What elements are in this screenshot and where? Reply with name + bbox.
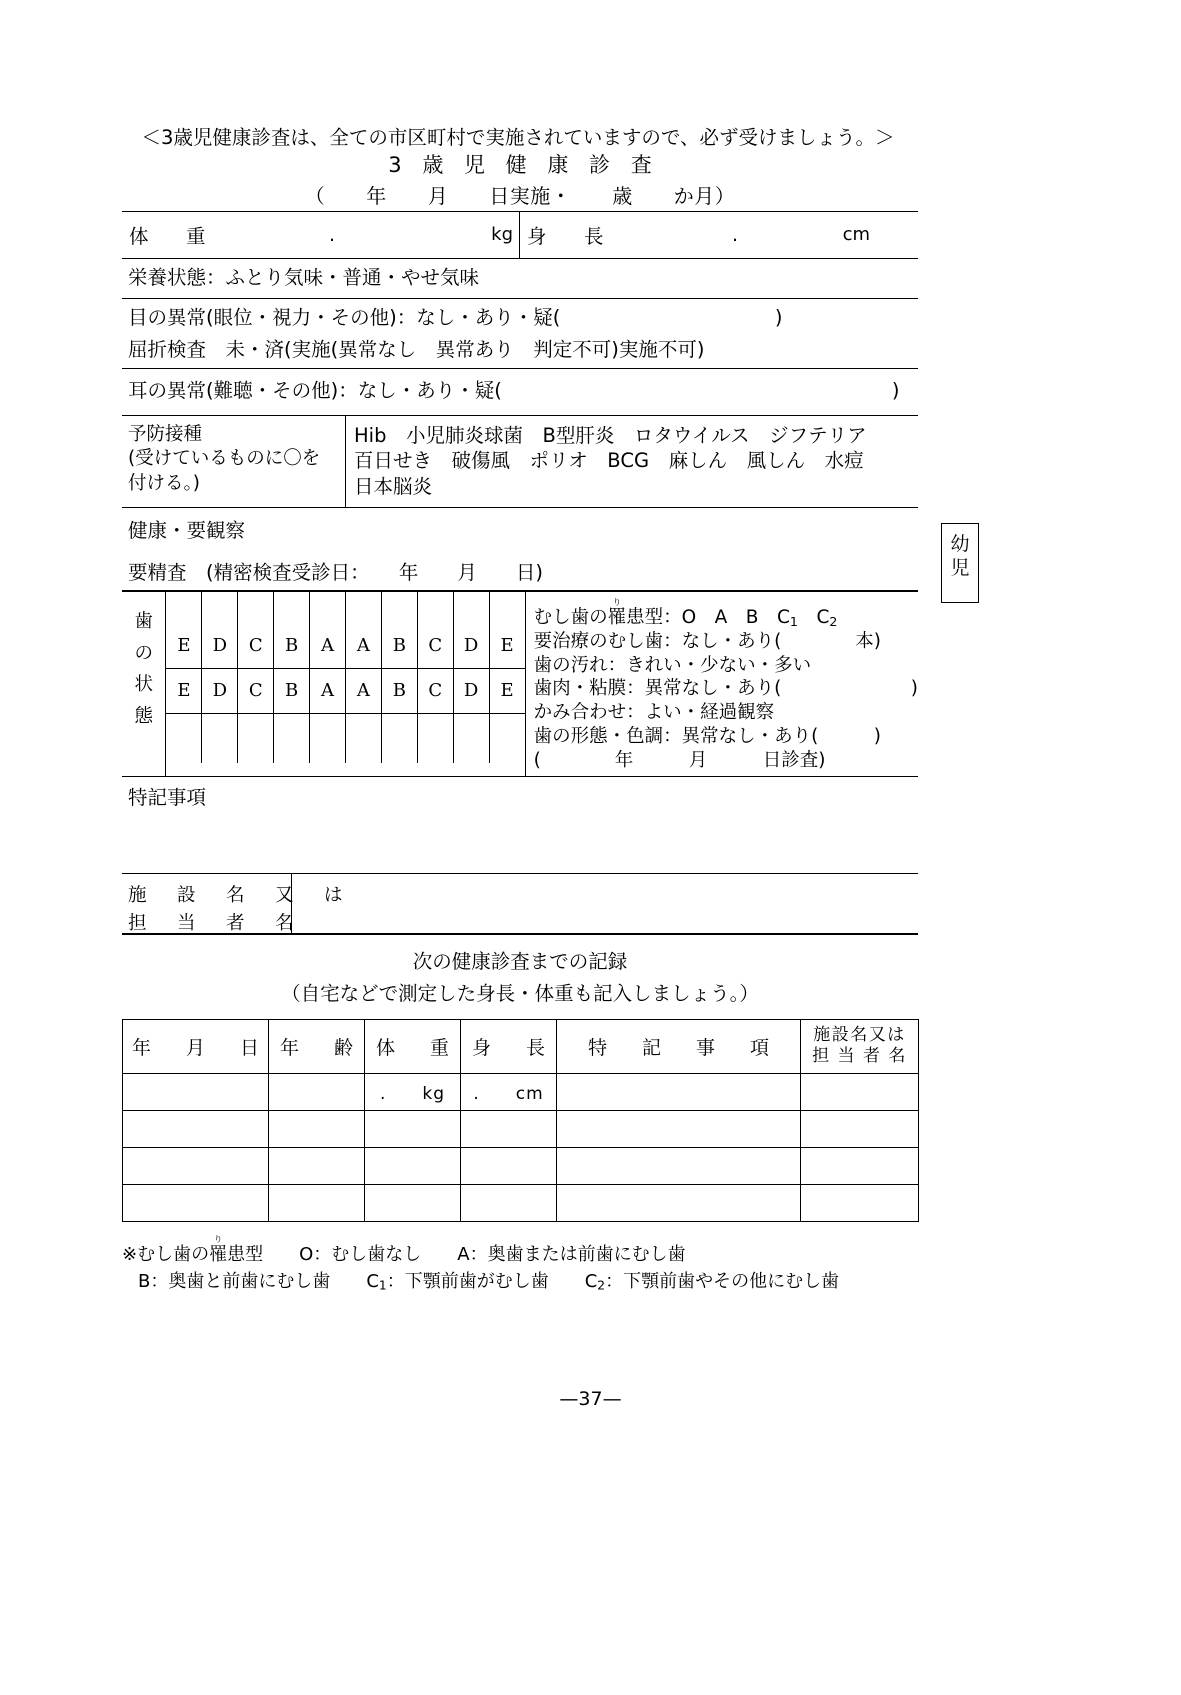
footnote-l2-suffix: ：下顎前歯やその他にむし歯 <box>605 1270 840 1292</box>
col-header-facility <box>801 1019 919 1073</box>
tooth-cell-lower[interactable]: E <box>166 669 202 713</box>
height-unit: cm <box>842 224 870 246</box>
weight-label: 体 重 <box>129 224 215 248</box>
tooth-cell-upper[interactable]: B <box>274 623 310 668</box>
cell-age[interactable] <box>269 1110 365 1147</box>
cell-weight[interactable]: . kg <box>365 1073 461 1110</box>
nutrition-line: 栄養状態：ふとり気味・普通・やせ気味 <box>128 265 480 289</box>
vaccination-label-line3: 付ける。) <box>128 472 200 494</box>
caries-kanji-furigana: り <box>607 597 627 608</box>
caries-c1-sub: 1 <box>789 613 798 629</box>
table-row <box>123 1147 919 1184</box>
footnote-c1-sub: 1 <box>378 1278 387 1293</box>
footnote-suffix: 患型 O：むし歯なし A：奥歯または前歯にむし歯 <box>227 1243 686 1265</box>
cell-date[interactable] <box>123 1073 269 1110</box>
tooth-dirt-line: 歯の汚れ：きれい・少ない・多い <box>533 654 812 676</box>
tooth-cell-lower[interactable]: B <box>274 669 310 713</box>
tooth-cell[interactable] <box>166 714 202 763</box>
cell-facility[interactable] <box>801 1073 919 1110</box>
height-label: 身 長 <box>527 224 613 248</box>
measurements-row <box>122 211 918 258</box>
teeth-row-blank-top[interactable] <box>166 592 524 623</box>
tooth-cell-upper[interactable]: A <box>310 623 346 668</box>
caries-kanji-ruby <box>607 597 627 628</box>
eye-abnormality-line: 目の異常(眼位・視力・その他)：なし・あり・疑( ) <box>128 306 783 330</box>
caries-type-suffix: 患型：O A B C <box>626 606 790 628</box>
next-record-title: 次の健康診査までの記録 <box>412 950 628 974</box>
nutrition-row[interactable] <box>122 258 918 298</box>
next-record-table[interactable] <box>122 1019 919 1222</box>
tooth-cell-lower[interactable]: B <box>382 669 418 713</box>
tooth-cell[interactable] <box>382 714 418 763</box>
tooth-cell-lower[interactable]: D <box>454 669 490 713</box>
vaccination-list-line3: 日本脳炎 <box>354 475 433 499</box>
tooth-cell[interactable] <box>274 714 310 763</box>
col-header-weight: 体 重 <box>365 1019 461 1073</box>
teeth-row-lower[interactable] <box>166 668 524 713</box>
vaccination-row[interactable] <box>122 415 918 507</box>
bite-line: かみ合わせ：よい・経過観察 <box>533 702 775 724</box>
table-row <box>123 1184 919 1221</box>
gum-mucosa-line: 歯肉・粘膜：異常なし・あり( ) <box>533 678 918 700</box>
vaccination-list[interactable] <box>346 416 918 507</box>
dental-section-label <box>122 592 166 777</box>
table-header-row <box>123 1019 919 1073</box>
tooth-cell-upper[interactable]: B <box>382 623 418 668</box>
cell-age[interactable] <box>269 1184 365 1221</box>
tooth-cell[interactable] <box>166 592 202 623</box>
footnote-l2-prefix: B：奥歯と前歯にむし歯 C <box>138 1270 379 1292</box>
cell-weight[interactable] <box>365 1110 461 1147</box>
tooth-cell[interactable] <box>418 592 454 623</box>
eye-exam-row[interactable] <box>122 298 918 368</box>
remarks-section[interactable] <box>122 777 918 873</box>
tooth-cell[interactable] <box>310 714 346 763</box>
cell-remarks[interactable] <box>557 1073 801 1110</box>
caries-type-mid: C <box>797 606 830 628</box>
side-tab-line2: 児 <box>950 556 970 579</box>
vaccination-list-line1: Hib 小児肺炎球菌 B型肝炎 ロタウイルス ジフテリア <box>354 423 867 447</box>
tooth-cell[interactable] <box>238 592 274 623</box>
header-notice: ＜3歳児健康診査は、全ての市区町村で実施されていますので、必ず受けましょう。＞ <box>141 126 895 149</box>
cell-height[interactable] <box>461 1184 557 1221</box>
weight-cell[interactable] <box>122 212 520 258</box>
facility-label-line1: 施 設 名 又 は <box>128 885 349 907</box>
caries-type-prefix: むし歯の <box>533 606 608 628</box>
dental-exam-date-line: ( 年 月 日診査) <box>533 749 826 771</box>
caries-kanji: 罹 <box>607 606 627 628</box>
health-status-row[interactable] <box>122 507 918 590</box>
tooth-cell[interactable] <box>418 714 454 763</box>
col-header-facility-l2: 担 当 者 名 <box>812 1046 907 1067</box>
header-date-line: （ 年 月 日実施・ 歳 か月） <box>304 183 736 208</box>
footnote-kanji-ruby <box>209 1234 228 1265</box>
cell-weight[interactable] <box>365 1147 461 1184</box>
cell-height[interactable]: . cm <box>461 1073 557 1110</box>
cell-remarks[interactable] <box>557 1184 801 1221</box>
height-cell[interactable] <box>520 212 918 258</box>
cell-remarks[interactable] <box>557 1147 801 1184</box>
dental-label-char-3: 態 <box>134 706 153 728</box>
detailed-exam-line: 要精査 (精密検査受診日： 年 月 日) <box>128 561 543 585</box>
tooth-cell-lower[interactable]: C <box>238 669 274 713</box>
tooth-cell[interactable] <box>454 714 490 763</box>
footnote-l2-mid: ：下顎前歯がむし歯 C <box>386 1270 598 1292</box>
col-header-date: 年 月 日 <box>123 1019 269 1073</box>
side-tab-line1: 幼 <box>950 533 970 555</box>
tooth-cell-upper[interactable]: E <box>500 634 514 656</box>
tooth-cell-upper[interactable]: C <box>418 623 454 668</box>
facility-label <box>122 874 349 935</box>
facility-input-area[interactable] <box>292 874 918 933</box>
tooth-cell[interactable] <box>310 592 346 623</box>
tooth-cell-upper[interactable]: A <box>346 623 382 668</box>
tooth-cell[interactable] <box>238 714 274 763</box>
tooth-cell[interactable] <box>346 592 382 623</box>
col-header-remarks: 特 記 事 項 <box>557 1019 801 1073</box>
tooth-cell[interactable] <box>490 714 525 763</box>
page-title: 3 歳 児 健 康 診 査 <box>388 153 659 178</box>
side-tab-youji <box>941 523 979 603</box>
vaccination-list-line2: 百日せき 破傷風 ポリオ BCG 麻しん 風しん 水痘 <box>354 449 864 473</box>
tooth-cell[interactable] <box>454 592 490 623</box>
caries-type-line <box>534 598 918 630</box>
tooth-cell-lower[interactable]: D <box>202 669 238 713</box>
dental-section[interactable] <box>122 590 918 778</box>
refraction-test-line: 屈折検査 未・済(実施(異常なし 異常あり 判定不可)実施不可) <box>128 337 705 361</box>
tooth-cell[interactable] <box>202 592 238 623</box>
tooth-cell-upper[interactable]: C <box>238 623 274 668</box>
form-sheet <box>122 125 918 1295</box>
tooth-cell-upper[interactable]: D <box>454 623 490 668</box>
dental-label-char-0: 歯 <box>134 610 153 632</box>
facility-label-line2: 担 当 者 名 <box>128 913 300 935</box>
ear-exam-row[interactable] <box>122 368 918 414</box>
cell-date[interactable] <box>123 1110 269 1147</box>
tooth-shape-color-line: 歯の形態・色調：異常なし・あり( ) <box>533 725 881 747</box>
col-header-height: 身 長 <box>461 1019 557 1073</box>
tooth-cell-lower[interactable]: E <box>500 680 514 702</box>
tooth-cell[interactable] <box>274 592 310 623</box>
footnote <box>122 1235 918 1295</box>
footnote-line-2 <box>122 1268 918 1295</box>
teeth-chart[interactable] <box>166 592 525 777</box>
weight-unit: kg <box>491 224 513 246</box>
tooth-cell-upper[interactable]: D <box>202 623 238 668</box>
cell-date[interactable] <box>123 1147 269 1184</box>
footnote-line-1 <box>122 1235 918 1268</box>
dental-label-char-1: の <box>134 642 153 664</box>
caries-c2-sub: 2 <box>829 613 838 629</box>
table-row <box>123 1110 919 1147</box>
col-header-age: 年 齢 <box>269 1019 365 1073</box>
col-header-facility-l1: 施設名又は <box>813 1025 906 1046</box>
ear-abnormality-line: 耳の異常(難聴・その他)：なし・あり・疑( ) <box>128 379 900 403</box>
cell-facility[interactable] <box>801 1147 919 1184</box>
cell-age[interactable] <box>269 1073 365 1110</box>
cell-facility[interactable] <box>801 1184 919 1221</box>
height-decimal-dot: . <box>732 223 739 246</box>
next-record-subtitle: （自宅などで測定した身長・体重も記入しましょう。） <box>281 981 759 1005</box>
cell-facility[interactable] <box>801 1110 919 1147</box>
treatment-needed-line: 要治療のむし歯：なし・あり( 本) <box>533 630 881 652</box>
teeth-row-upper[interactable] <box>166 623 524 668</box>
tooth-cell-lower[interactable]: A <box>310 669 346 713</box>
tooth-cell[interactable] <box>346 714 382 763</box>
tooth-cell[interactable] <box>490 592 525 623</box>
tooth-cell[interactable] <box>382 592 418 623</box>
dental-label-char-2: 状 <box>134 674 153 696</box>
remarks-label: 特記事項 <box>128 786 207 810</box>
vaccination-label-line2: (受けているものに〇を <box>128 448 321 470</box>
teeth-row-blank-bottom[interactable] <box>166 713 524 763</box>
cell-age[interactable] <box>269 1147 365 1184</box>
tooth-cell[interactable] <box>202 714 238 763</box>
dental-findings[interactable] <box>526 592 918 777</box>
footnote-kanji-furigana: り <box>209 1234 228 1245</box>
health-observation-line: 健康・要観察 <box>128 518 246 542</box>
tooth-cell-lower[interactable]: A <box>346 669 382 713</box>
vaccination-label <box>122 416 346 507</box>
cell-date[interactable] <box>123 1184 269 1221</box>
cell-remarks[interactable] <box>557 1110 801 1147</box>
page-number: —37— <box>559 1388 622 1410</box>
table-row <box>123 1073 919 1110</box>
weight-decimal-dot: . <box>329 223 336 246</box>
footnote-c2-sub: 2 <box>597 1278 606 1293</box>
footnote-prefix: ※むし歯の <box>122 1243 210 1265</box>
cell-weight[interactable] <box>365 1184 461 1221</box>
tooth-cell-upper[interactable]: E <box>166 623 202 668</box>
footnote-kanji: 罹 <box>209 1243 228 1265</box>
vaccination-label-line1: 予防接種 <box>128 423 203 445</box>
cell-height[interactable] <box>461 1147 557 1184</box>
cell-height[interactable] <box>461 1110 557 1147</box>
tooth-cell-lower[interactable]: C <box>418 669 454 713</box>
facility-row[interactable] <box>122 873 918 935</box>
